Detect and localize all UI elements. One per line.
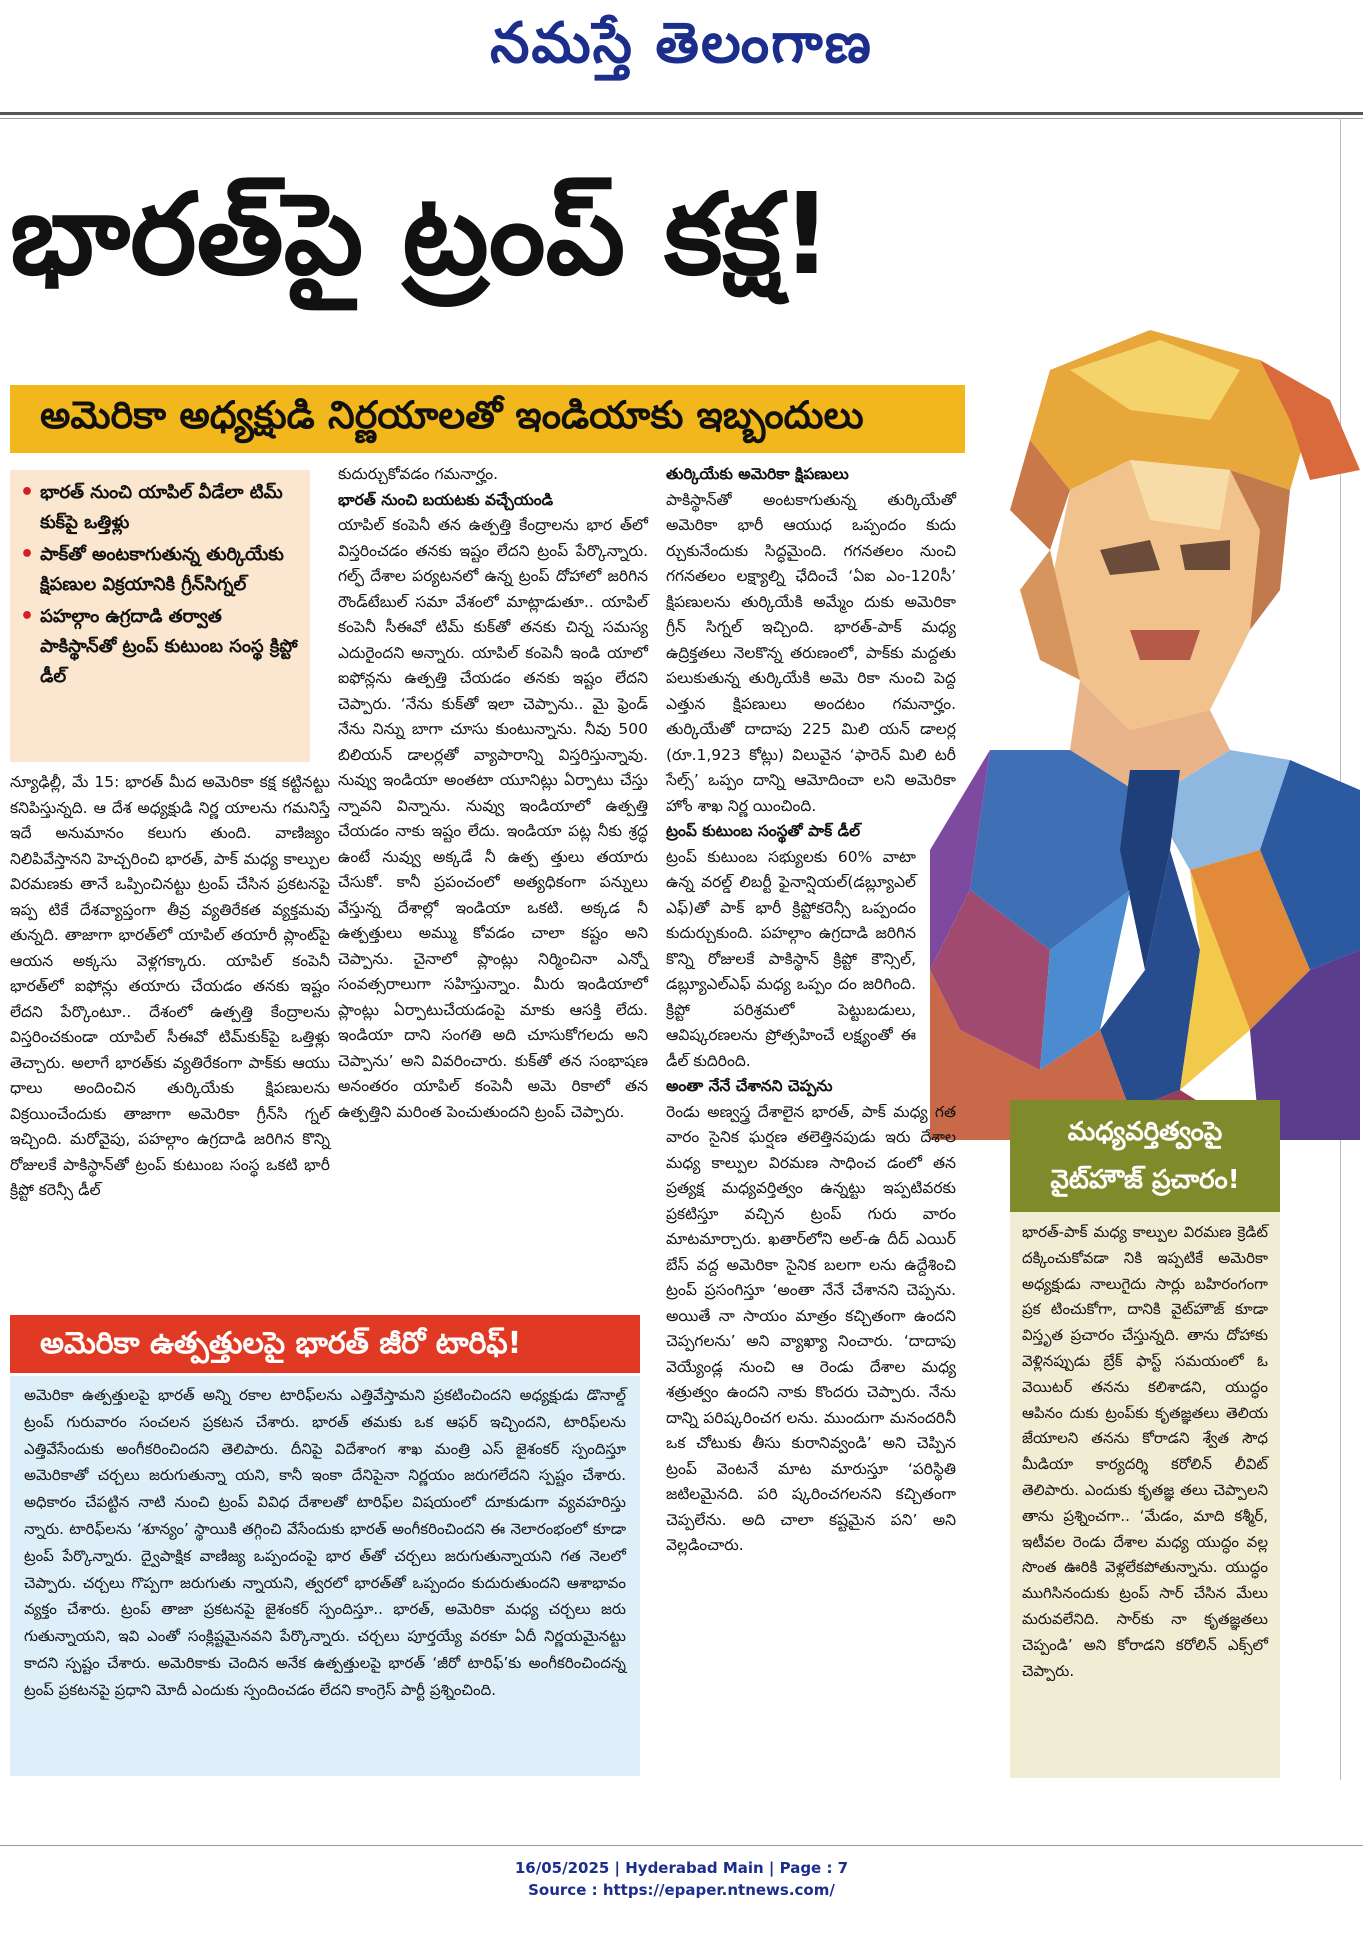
highlight-item: • పాక్‌తో అంటకాగుతున్న తుర్కియేకు క్షిపణుల విక్రయానికి గ్రీన్‌సిగ్నల్ bbox=[20, 540, 300, 600]
newspaper-logo: నమస్తే తెలంగాణ bbox=[490, 10, 873, 76]
article-paragraph: రెండు అణ్వస్త్ర దేశాలైన భారత్, పాక్ మధ్య గత వారం సైనిక ఘర్షణ తలెత్తినపుడు ఇరు దేశాల మధ్య కాల్పుల విరమణ సాధించ డంలో తన ప్రత్యక్ష మధ్యవర్తిత్వం ఉన్నట్టు ఇప్పటివరకు ప్రకటిస్తూ వచ్చిన ట్రంప్ గురు వారం మాటమార్చారు. ఖతార్‌లోని అల్-ఉ దీద్ ఎయిర్ బేస్ వద్ద అమెరికా సైనిక బలగా లను ఉద్దేశించి ట్రంప్ ప్రసంగిస్తూ ‘అంతా నేనే చేశానని చెప్పను. అయితే నా సాయం మాత్రం కచ్చితంగా ఉందని చెప్పగలను’ అని వ్యాఖ్యా నించారు. ‘దాదాపు వెయ్యేండ్ల నుంచి ఆ రెండు దేశాల మధ్య శత్రుత్వం ఉందని నాకు కొందరు చెప్పారు. నేను దాన్ని పరిష్కరించగ లను. ముందుగా మనందరినీ ఒక చోటుకు తీసు కురానివ్వండి’ అని చెప్పిన ట్రంప్ వెంటనే మాట మారుస్తూ ‘పరిస్థితి జటిలమైనది. పరి ష్కరించగలనని కచ్చితంగా చెప్పలేను. అది చాలా కష్టమైన పని’ అని వెల్లడించారు. bbox=[666, 1102, 956, 1554]
article-paragraph: యాపిల్ కంపెనీ తన ఉత్పత్తి కేంద్రాలను భార త్‌లో విస్తరించడం తనకు ఇష్టం లేదని ట్రంప్ పేర్కొన్నారు. గల్ఫ్ దేశాల పర్యటనలో ఉన్న ట్రంప్ దోహాలో జరిగిన రౌండ్‌టేబుల్ సమా వేశంలో మాట్లాడుతూ.. యాపిల్ కంపెనీ సీఈవో టిమ్ కుక్‌తో తనకు చిన్న సమస్య ఎదురైందని అన్నారు. యాపిల్ కంపెనీ ఇండి యాలో ఐఫోన్లను ఉత్పత్తి చేయడం తనకు ఇష్టం లేదని చెప్పారు. ‘నేను కుక్‌తో ఇలా చెప్పాను.. మై ఫ్రెండ్ నేను నిన్ను బాగా చూసు కుంటున్నాను. నీవు 500 బిలియన్ డాలర్లతో వ్యాపారాన్ని విస్తరిస్తున్నావు. నువ్వు ఇండియా అంతటా యూనిట్లు ఏర్పాటు చేస్తు న్నావని విన్నాను. నువ్వు ఇండియాలో ఉత్పత్తి చేయడం నాకు ఇష్టం లేదు. ఇండియా పట్ల నీకు శ్రద్ధ ఉంటే నువ్వు అక్కడే నీ ఉత్ప త్తులు తయారు చేసుకో. కానీ ప్రపంచంలో అత్యధికంగా పన్నులు వేస్తున్న దేశాల్లో ఇండియా ఒకటి. అక్కడ నీ ఉత్పత్తులు అమ్ము కోవడం చాలా కష్టం అని చెప్పాను. చైనాలో ప్లాంట్లు నిర్మించినా ఎన్నో సంవత్సరాలుగా సహిస్తున్నాం. మీరు ఇండియాలో ప్లాంట్లు ఏర్పాటుచేయడంపై మాకు ఆసక్తి లేదు. ఇండియా దాని సంగతి అది చూసుకోగలదు అని చెప్పాను’ అని వివరించారు. కుక్‌తో తన సంభాషణ అనంతరం యాపిల్ కంపెనీ అమె రికాలో తన ఉత్పత్తిని మరింత పెంచుతుందని ట్రంప్ చెప్పారు. bbox=[338, 516, 648, 1121]
sidebar-title-line: మధ్యవర్తిత్వంపై bbox=[1067, 1117, 1223, 1147]
subheadline-bar bbox=[10, 385, 965, 453]
article-paragraph: కుదుర్చుకోవడం గమనార్హం. bbox=[338, 465, 499, 483]
article-column-2 bbox=[338, 462, 648, 1125]
article-column-1 bbox=[10, 770, 330, 1204]
bullet-dot-icon: • bbox=[20, 604, 35, 629]
masthead-rule bbox=[0, 112, 1363, 115]
section-heading: తుర్కియేకు అమెరికా క్షిపణులు bbox=[666, 465, 849, 483]
trump-portrait-illustration bbox=[930, 330, 1360, 1140]
article-paragraph: పాకిస్థాన్‌తో అంటకాగుతున్న తుర్కియేతో అమెరికా భారీ ఆయుధ ఒప్పందం కుదు ర్చుకునేందుకు సిద్ధమైంది. గగనతలం నుంచి గగనతలం లక్ష్యాల్ని ఛేదించే ‘ఏఐ ఎం-120సీ’ క్షిపణులను తుర్కియేకి అమ్మేం దుకు అమెరికా గ్రీన్ సిగ్నల్ ఇచ్చింది. భారత్-పాక్ మధ్య ఉద్రిక్తతలు నెలకొన్న తరుణంలో, పాక్‌కు మద్దతు పలుకుతున్న తుర్కియేకి అమె రికా నుంచి పెద్ద ఎత్తున క్షిపణులు అందటం గమనార్హం. తుర్కియేతో దాదాపు 225 మిలి యన్ డాలర్ల (రూ.1,923 కోట్లు) విలువైన ‘ఫారెన్ మిలి టరీ సేల్స్’ ఒప్పం దాన్ని ఆమోదించా లని అమెరికా హోం శాఖ నిర్ణ యించింది. bbox=[666, 490, 956, 815]
bullet-dot-icon: • bbox=[20, 542, 35, 567]
bullet-dot-icon: • bbox=[20, 480, 35, 505]
sidebar-body-box bbox=[1010, 1212, 1280, 1778]
sidebar-title-line: వైట్‌హౌజ్ ప్రచారం! bbox=[1050, 1165, 1240, 1195]
section-heading: ట్రంప్ కుటుంబ సంస్థతో పాక్ డీల్ bbox=[666, 822, 861, 840]
footer bbox=[0, 1857, 1363, 1901]
sidebar-title-box bbox=[1010, 1100, 1280, 1212]
tariff-body: అమెరికా ఉత్పత్తులపై భారత్ అన్ని రకాల టారిఫ్‌లను ఎత్తివేస్తామని ప్రకటించిందని అధ్యక్షుడు డొనాల్డ్ ట్రంప్ గురువారం సంచలన ప్రకటన చేశారు. భారత్ తమకు ఒక ఆఫర్ ఇచ్చిందని, టారిఫ్‌లను ఎత్తివేసేందుకు అంగీకరించిందని తెలిపారు. దీనిపై విదేశాంగ శాఖ మంత్రి ఎస్ జైశంకర్ స్పందిస్తూ అమెరికాతో చర్చలు జరుగుతున్నా యని, కానీ ఇంకా దేనిపైనా నిర్ణయం జరుగలేదని స్పష్టం చేశారు. అధికారం చేపట్టిన నాటి నుంచి ట్రంప్ వివిధ దేశాలతో టారిఫ్‌ల విషయంలో దూకుడుగా వ్యవహరిస్తు న్నారు. టారిఫ్‌లను ‘శూన్యం’ స్థాయికి తగ్గించి వేసేందుకు భారత్ అంగీకరించిందని ఈ నెలారంభంలో కూడా ట్రంప్ పేర్కొన్నారు. ద్వైపాక్షిక వాణిజ్య ఒప్పందంపై భార త్‌తో చర్చలు జరుగుతున్నాయని గత నెలలో చెప్పారు. చర్చలు గొప్పగా జరుగుతు న్నాయని, త్వరలో భారత్‌తో ఒప్పందం కుదురుతుందని ఆశాభావం వ్యక్తం చేశారు. ట్రంప్ తాజా ప్రకటనపై జైశంకర్ స్పందిస్తూ.. భారత్, అమెరికా మధ్య చర్చలు జరు గుతున్నాయని, ఇవి ఎంతో సంక్లిష్టమైనవని పేర్కొన్నారు. చర్చలు పూర్తయ్యే వరకూ ఏదీ నిర్ణయమైనట్టు కాదని స్పష్టం చేశారు. అమెరికాకు చెందిన అనేక ఉత్పత్తులపై భారత్ ‘జీరో టారిఫ్’కు అంగీకరించిందన్న ట్రంప్ ప్రకటనపై ప్రధాని మోదీ ఎందుకు స్పందించడం లేదని కాంగ్రెస్ పార్టీ ప్రశ్నించింది. bbox=[24, 1386, 626, 1699]
highlight-item: • భారత్ నుంచి యాపిల్ వీడేలా టిమ్ కుక్‌పై ఒత్తిళ్లు bbox=[20, 478, 300, 538]
subheadline: అమెరికా అధ్యక్షుడి నిర్ణయాలతో ఇండియాకు ఇబ్బందులు bbox=[40, 393, 864, 437]
tariff-box bbox=[10, 1376, 640, 1776]
masthead-rule-thin bbox=[0, 118, 1363, 119]
tariff-title: అమెరికా ఉత్పత్తులపై భారత్ జీరో టారిఫ్! bbox=[40, 1326, 522, 1361]
masthead bbox=[0, 0, 1363, 118]
footer-rule bbox=[0, 1845, 1363, 1846]
footer-source: Source : https://epaper.ntnews.com/ bbox=[528, 1881, 835, 1899]
article-paragraph: న్యూఢిల్లీ, మే 15: భారత్ మీద అమెరికా కక్ష కట్టినట్టు కనిపిస్తున్నది. ఆ దేశ అధ్యక్షుడి నిర్ణ యాలను గమనిస్తే ఇదే అనుమానం కలుగు తుంది. వాణిజ్యం నిలిపివేస్తానని హెచ్చరించి భారత్, పాక్ మధ్య కాల్పుల విరమణకు తానే ఒప్పించినట్టు ట్రంప్ చేసిన ప్రకటనపై ఇప్ప టికే దేశవ్యాప్తంగా తీవ్ర వ్యతిరేకత వ్యక్తమవు తున్నది. తాజాగా భారత్‌లో యాపిల్ తయారీ ప్లాంట్‌పై ఆయన అక్కసు వెళ్లగక్కారు. యాపిల్ కంపెనీ భారత్‌లో ఐఫోన్లు తయారు చేయడం తనకు ఇష్టం లేదని పేర్కొంటూ.. దేశంలో ఉత్పత్తి కేంద్రాలను విస్తరించకుండా యాపిల్ సీఈవో టిమ్‌కుక్‌పై ఒత్తిళ్లు తెచ్చారు. అలాగే భారత్‌కు వ్యతిరేకంగా పాక్‌కు ఆయు ధాలు అందించిన తుర్కియేకు క్షిపణులను విక్రయించేందుకు తాజాగా అమెరికా గ్రీన్‌సి గ్నల్ ఇచ్చింది. మరోవైపు, పహల్గాం ఉగ్రదాడి జరిగిన కొన్ని రోజులకే పాకిస్థాన్‌తో ట్రంప్ కుటుంబ సంస్థ ఒకటి భారీ క్రిప్టో కరెన్సీ డీల్ bbox=[10, 773, 330, 1199]
highlight-item: • పహల్గాం ఉగ్రదాడి తర్వాత పాకిస్థాన్‌తో ట్రంప్ కుటుంబ సంస్థ క్రిప్టో డీల్ bbox=[20, 602, 300, 692]
article-paragraph: ట్రంప్ కుటుంబ సభ్యులకు 60% వాటా ఉన్న వరల్డ్ లిబర్టీ ఫైనాన్షియల్(డబ్ల్యూఎల్ ఎఫ్)తో పాక్ భారీ క్రిప్టోకరెన్సీ ఒప్పందం కుదుర్చుకుంది. పహల్గాం ఉగ్రదాడి జరిగిన కొన్ని రోజులకే పాకిస్థాన్ క్రిప్టో కౌన్సిల్, డబ్ల్యూఎల్‌ఎఫ్ మధ్య ఒప్పం దం జరిగింది. క్రిప్టో పరిశ్రమలో పెట్టుబడులు, ఆవిష్కరణలను ప్రోత్సహించే లక్ష్యంతో ఈ డీల్ కుదిరింది. bbox=[666, 847, 916, 1070]
article-column-3 bbox=[666, 462, 956, 1559]
sidebar-body: భారత్-పాక్ మధ్య కాల్పుల విరమణ క్రెడిట్ దక్కించుకోవడా నికి ఇప్పటికే అమెరికా అధ్యక్షుడు నాలుగైదు సార్లు బహిరంగంగా ప్రక టించుకోగా, దానికి వైట్‌హౌజ్ కూడా విస్తృత ప్రచారం చేస్తున్నది. తాను దోహాకు వెళ్లినప్పుడు బ్రేక్ ఫాస్ట్ సమయంలో ఓ వెయిటర్ తనను కలిశాడని, యుద్ధం ఆపినం దుకు ట్రంప్‌కు కృతజ్ఞతలు తెలియ జేయాలని తనను కోరాడని శ్వేత సౌధ మీడియా కార్యదర్శి కరోలిన్ లీవిట్ తెలిపారు. ఎందుకు కృతజ్ఞ తలు చెప్పాలని తాను ప్రశ్నించగా.. ‘మేడం, మాది కశ్మీర్, ఇటీవల రెండు దేశాల మధ్య యుద్ధం వల్ల సొంత ఊరికి వెళ్లలేకపోతున్నాను. యుద్ధం ముగిసినందుకు ట్రంప్ సార్ చేసిన మేలు మరువలేనిది. సార్‌కు నా కృతజ్ఞతలు చెప్పండి’ అని కోరాడని కరోలిన్ ఎక్స్‌లో చెప్పారు. bbox=[1022, 1223, 1268, 1680]
tariff-title-bar bbox=[10, 1315, 640, 1373]
headline: భారత్‌పై ట్రంప్ కక్ష! bbox=[10, 170, 833, 300]
section-heading: అంతా నేనే చేశానని చెప్పను bbox=[666, 1077, 833, 1095]
section-heading: భారత్ నుంచి బయటకు వచ్చేయండి bbox=[338, 490, 554, 509]
highlights-box bbox=[10, 470, 310, 762]
footer-date-edition: 16/05/2025 | Hyderabad Main | Page : 7 bbox=[514, 1859, 849, 1877]
